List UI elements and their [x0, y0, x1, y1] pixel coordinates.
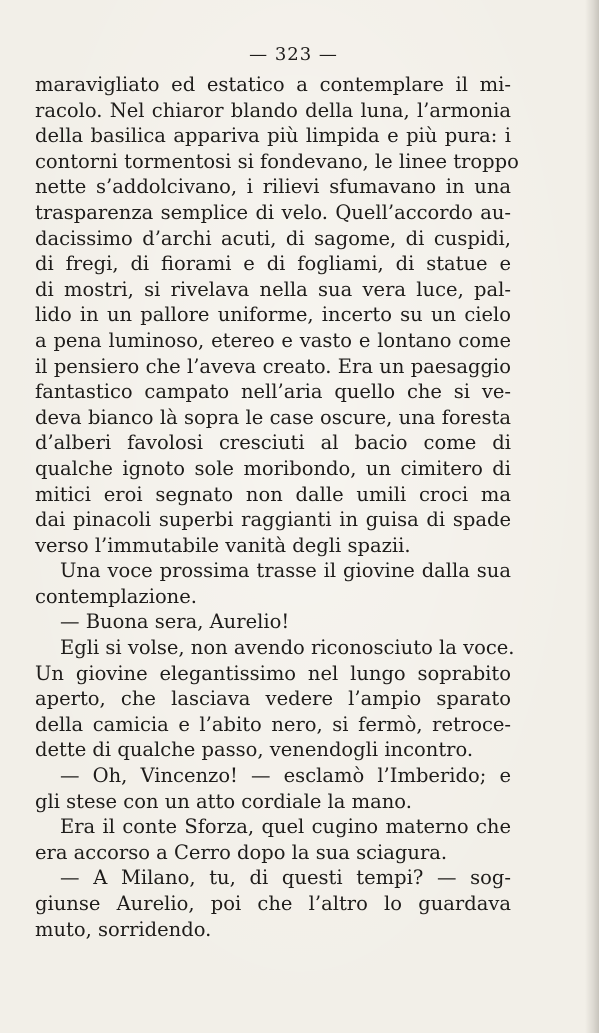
text-line: qualche ignoto sole moribondo, un cimitero di: [35, 456, 511, 480]
text-line: dette di qualche passo, venendogli incontro.: [35, 738, 474, 762]
text-line: aperto, che lasciava vedere l’ampio sparato: [35, 687, 511, 711]
text-line: contemplazione.: [35, 584, 197, 608]
text-line: nette s’addolcivano, i rilievi sfumavano in una: [35, 175, 511, 199]
body-text: [35, 72, 519, 942]
text-line: di fregi, di fiorami e di fogliami, di statue e: [35, 252, 511, 276]
text-line: dai pinacoli superbi raggianti in guisa di spade: [35, 508, 511, 532]
text-line: della basilica appariva più limpida e più pura: i: [35, 124, 511, 148]
text-line: mitici eroi segnato non dalle umili croci ma: [35, 482, 511, 506]
text-line: gli stese con un atto cordiale la mano.: [35, 789, 412, 813]
text-line: verso l’immutabile vanità degli spazii.: [35, 533, 411, 557]
text-line: contorni tormentosi si fondevano, le linee troppo: [35, 149, 519, 173]
text-line: racolo. Nel chiaror blando della luna, l’armonia: [35, 98, 511, 122]
dialogue-line: — Oh, Vincenzo! — esclamò l’Imberido; e: [60, 764, 511, 788]
page-number: — 323 —: [249, 44, 338, 65]
text-line: era accorso a Cerro dopo la sua sciagura.: [35, 840, 448, 864]
dialogue-line: — Buona sera, Aurelio!: [60, 610, 290, 634]
text-line: d’alberi favolosi cresciuti al bacio come di: [35, 431, 511, 455]
page-edge-shadow: [585, 0, 599, 1033]
text-line: Egli si volse, non avendo riconosciuto la voce.: [60, 636, 515, 660]
text-line: il pensiero che l’aveva creato. Era un paesaggio: [35, 354, 511, 378]
text-line: maravigliato ed estatico a contemplare il mi-: [35, 73, 511, 96]
text-line: a pena luminoso, etereo e vasto e lontano come: [35, 328, 511, 352]
text-line: Un giovine elegantissimo nel lungo soprabito: [35, 661, 511, 685]
text-line: deva bianco là sopra le case oscure, una foresta: [35, 405, 511, 429]
text-line: trasparenza semplice di velo. Quell’accordo au-: [35, 200, 511, 224]
text-line: Era il conte Sforza, quel cugino materno che: [60, 815, 511, 839]
text-line: muto, sorridendo.: [35, 917, 212, 941]
text-line: Una voce prossima trasse il giovine dalla sua: [60, 559, 511, 583]
text-line: fantastico campato nell’aria quello che si ve-: [35, 380, 511, 404]
text-line: di mostri, si rivelava nella sua vera luce, pal-: [35, 277, 511, 301]
text-line: giunse Aurelio, poi che l’altro lo guardava: [35, 892, 511, 915]
text-line: dacissimo d’archi acuti, di sagome, di cuspidi,: [35, 226, 511, 250]
text-line: della camicia e l’abito nero, si fermò, retroce-: [35, 712, 511, 736]
dialogue-line: — A Milano, tu, di questi tempi? — sog-: [60, 866, 511, 890]
text-line: lido in un pallore uniforme, incerto su un cielo: [35, 303, 511, 327]
